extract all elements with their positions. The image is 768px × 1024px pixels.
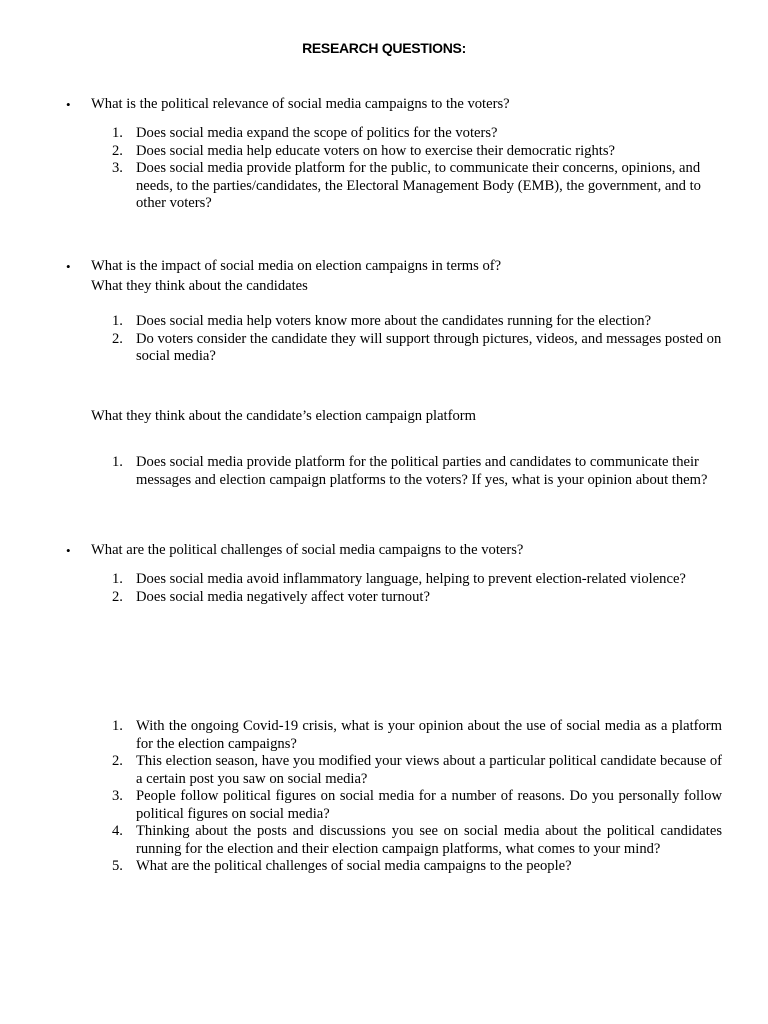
list-number: 4. [112,823,123,839]
question-text: What is the political relevance of social media campaigns to the voters? [91,96,510,112]
list-item [0,718,768,753]
list-item-text: People follow political figures on social media for a number of reasons. Do you personally follow political figures on social media? [136,788,722,822]
list-item [0,160,768,213]
list-item [0,454,768,489]
bullet-question [0,96,768,114]
bullet-icon: • [66,543,71,558]
list-item [0,753,768,788]
page-title: RESEARCH QUESTIONS: [302,40,466,56]
subheading-candidates: What they think about the candidates [91,277,308,294]
list-item-text: What are the political challenges of social media campaigns to the people? [136,858,572,874]
list-number: 1. [112,454,123,470]
list-item [0,823,768,858]
list-item [0,313,768,331]
section3-list [0,571,768,606]
section-political-relevance [0,96,768,114]
list-item [0,331,768,366]
list-item-text: Does social media help voters know more about the candidates running for the election? [136,313,652,329]
question-text: What are the political challenges of social media campaigns to the voters? [91,542,524,558]
list-number: 2. [112,330,123,347]
list-number: 2. [112,142,123,159]
list-item [0,788,768,823]
list-number: 1. [112,718,123,734]
list-item [0,125,768,143]
list-item [0,143,768,161]
section1-list [0,125,768,213]
list-item-text: Does social media avoid inflammatory language, helping to prevent election-related violence? [136,571,686,587]
list-number: 1. [112,125,123,141]
list-item-text: With the ongoing Covid-19 crisis, what is your opinion about the use of social media as a platform for the election campaigns? [136,718,722,752]
list-number: 3. [112,160,123,176]
list-item-text: Does social media provide platform for the public, to communicate their concerns, opinions, and needs, to the parties/candidates, the Electoral Management Body (EMB), the government, and to other voters? [136,160,701,211]
list-item-text: Does social media provide platform for the political parties and candidates to communicate their messages and election campaign platforms to the voters? If yes, what is your opinion about them? [136,454,708,488]
list-item [0,571,768,589]
section2-platform-list [0,454,768,489]
bullet-icon: • [66,259,71,274]
question-text: What is the impact of social media on election campaigns in terms of? [91,258,502,274]
list-number: 3. [112,788,123,804]
section-political-challenges [0,542,768,560]
list-number: 1. [112,313,123,329]
section2-candidates-list [0,313,768,366]
list-item-text: Does social media negatively affect voter turnout? [136,588,430,605]
list-item-text: Does social media help educate voters on how to exercise their democratic rights? [136,142,615,159]
list-number: 1. [112,571,123,587]
list-item-text: Do voters consider the candidate they will support through pictures, videos, and messages posted on social media? [136,330,722,364]
bullet-question [0,542,768,560]
bullet-icon: • [66,97,71,112]
bullet-question [0,258,768,276]
section-impact-on-campaigns [0,258,768,295]
list-number: 2. [112,588,123,605]
section4-list [0,718,768,876]
list-item-text: Does social media expand the scope of politics for the voters? [136,125,498,141]
list-item [0,858,768,876]
list-item-text: Thinking about the posts and discussions you see on social media about the political candidates running for the election and their election campaign platforms, what comes to your mind? [136,823,722,857]
list-item [0,589,768,607]
subheading-platform: What they think about the candidate’s election campaign platform [91,408,476,424]
list-number: 2. [112,753,123,769]
list-number: 5. [112,858,123,874]
list-item-text: This election season, have you modified your views about a particular political candidate because of a certain post you saw on social media? [136,753,722,787]
